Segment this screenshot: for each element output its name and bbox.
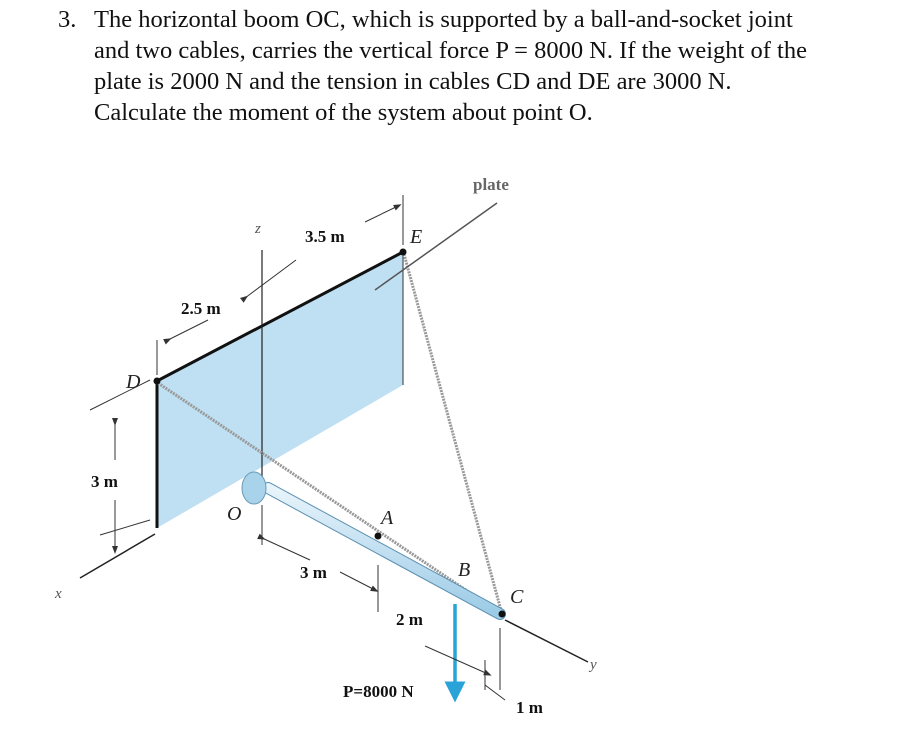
dim-3m: 3 m bbox=[300, 563, 327, 582]
plate-label: plate bbox=[473, 175, 509, 194]
point-A-label: A bbox=[381, 507, 394, 529]
y-axis bbox=[505, 620, 588, 662]
dim-3m-vertical: 3 m bbox=[91, 472, 118, 491]
x-axis bbox=[80, 534, 155, 578]
problem-number: 3. bbox=[58, 6, 77, 33]
ball-socket bbox=[242, 472, 266, 504]
plate bbox=[157, 252, 403, 528]
y-axis-label: y bbox=[590, 657, 597, 673]
point-C-label: C bbox=[510, 586, 524, 608]
point-C-dot bbox=[499, 611, 506, 618]
point-O-label: O bbox=[227, 503, 242, 525]
point-A-dot bbox=[375, 533, 382, 540]
problem-line-3: plate is 2000 N and the tension in cables CD and DE are 3000 N. bbox=[94, 68, 732, 95]
problem-line-2: and two cables, carries the vertical force P = 8000 N. If the weight of the bbox=[94, 37, 807, 64]
problem-line-4: Calculate the moment of the system about point O. bbox=[94, 99, 593, 126]
point-B-label: B bbox=[458, 559, 471, 581]
dim-2m: 2 m bbox=[396, 610, 423, 629]
plate-leader bbox=[375, 203, 497, 290]
dimension-lines bbox=[90, 195, 505, 700]
point-D-dot bbox=[154, 378, 161, 385]
problem-line-1: The horizontal boom OC, which is supported by a ball-and-socket joint bbox=[94, 6, 793, 33]
point-E-dot bbox=[400, 249, 407, 256]
x-axis-label: x bbox=[55, 586, 62, 602]
dim-3.5m: 3.5 m bbox=[305, 227, 345, 246]
point-E-label: E bbox=[410, 226, 423, 248]
z-axis-label: z bbox=[255, 221, 261, 237]
dim-1m: 1 m bbox=[516, 698, 543, 717]
point-D-label: D bbox=[126, 371, 141, 393]
force-P-label: P=8000 N bbox=[343, 682, 414, 701]
dim-2.5m: 2.5 m bbox=[181, 299, 221, 318]
